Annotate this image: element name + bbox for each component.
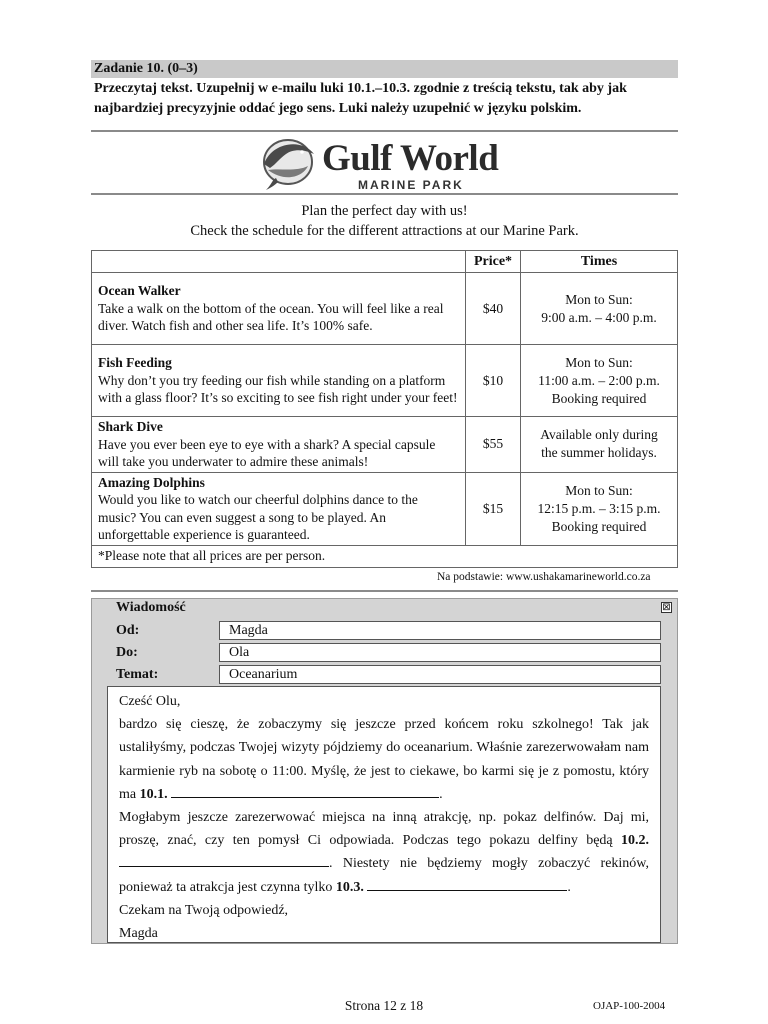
attraction-times (521, 417, 678, 473)
attraction-description: Have you ever been eye to eye with a shark? A special capsule will take you underwater to admire these animals! (98, 436, 436, 469)
times-line-2: the summer holidays. (541, 445, 657, 461)
attraction-price: $15 (466, 472, 521, 545)
gap-10-2-label: 10.2. (621, 833, 649, 849)
schedule-row (92, 417, 678, 473)
times-line-1: Mon to Sun: (565, 354, 633, 370)
message-paragraph-2 (119, 806, 649, 899)
gap-10-1-period: . (439, 786, 443, 802)
attraction-description: Why don’t you try feeding our fish while standing on a platform with a glass floor? It’s so exciting to see fish right under your feet! (98, 372, 458, 406)
message-window-title: Wiadomość (116, 600, 186, 615)
attraction-price: $40 (466, 273, 521, 345)
attraction-name: Amazing Dolphins (98, 474, 205, 490)
from-label: Od: (116, 623, 140, 638)
message-window (91, 598, 678, 944)
to-field[interactable]: Ola (219, 643, 661, 662)
attraction-cell (92, 345, 466, 417)
attraction-name: Fish Feeding (98, 355, 172, 371)
to-label: Do: (116, 645, 138, 660)
logo-subtitle: MARINE PARK (358, 178, 464, 192)
gap-10-3-label: 10.3. (335, 879, 364, 895)
message-text-2: Mogłabym jeszcze zarezerwować miejsca na inną atrakcję, np. pokaz delfinów. Daj mi, proszę, znać, czy ten pomysł Ci odpowiada. Podczas tego pokazu delfiny będą (119, 810, 649, 849)
page-number: Strona 12 z 18 (344, 998, 424, 1013)
message-paragraph-1 (119, 713, 649, 806)
times-line-1: Available only during (540, 427, 658, 443)
attraction-name: Shark Dive (98, 419, 163, 434)
schedule-table (91, 250, 678, 568)
dolphin-icon (258, 134, 318, 192)
intro-line-1: Plan the perfect day with us! (301, 203, 468, 219)
attraction-description: Take a walk on the bottom of the ocean. You will feel like a real diver. Watch fish and other sea life. It’s 100% safe. (98, 300, 444, 334)
source-citation: Na podstawie: www.ushakamarineworld.co.za (437, 571, 651, 583)
schedule-row (92, 472, 678, 545)
schedule-row (92, 345, 678, 417)
subject-label: Temat: (116, 667, 159, 682)
attraction-price: $55 (466, 417, 521, 473)
message-greeting: Cześć Olu, (119, 694, 181, 709)
attraction-description: Would you like to watch our cheerful dolphins dance to the music? You can even suggest a song to be played. An unforgettable experience is guaranteed. (98, 492, 418, 542)
logo-name: Gulf World (322, 138, 499, 179)
times-line-1: Mon to Sun: (565, 291, 633, 307)
message-text-1: bardzo się cieszę, że zobaczymy się jeszcze przed końcem roku szkolnego! Tak jak ustaliłyśmy, podczas Twojej wizyty pójdziemy do oceanarium. Właśnie zarezerwowałam nam karmienie ryb na sobotę o 11:00. Myślę, że jest to ciekawe, bo karmi się je z pomostu, który ma (119, 717, 649, 802)
gap-10-2-blank[interactable] (119, 853, 329, 867)
schedule-header-blank (92, 251, 466, 273)
task-instruction (94, 79, 680, 119)
from-field[interactable]: Magda (219, 621, 661, 640)
times-line-1: Mon to Sun: (565, 482, 633, 498)
schedule-header-row (92, 251, 678, 273)
times-line-2: 11:00 a.m. – 2:00 p.m. (538, 372, 660, 388)
gulf-world-logo (258, 134, 518, 194)
divider-logo (91, 193, 678, 195)
times-line-3: Booking required (551, 518, 647, 534)
exam-code: OJAP-100-2004 (593, 1000, 666, 1012)
attraction-price: $10 (466, 345, 521, 417)
schedule-header-times: Times (521, 251, 678, 273)
message-closing: Czekam na Twoją odpowiedź, (119, 902, 289, 918)
attraction-cell (92, 273, 466, 345)
gap-10-1-label: 10.1. (139, 786, 168, 802)
attraction-times (521, 345, 678, 417)
schedule-row (92, 273, 678, 345)
attraction-cell (92, 472, 466, 545)
attraction-times (521, 472, 678, 545)
task-title: Zadanie 10. (0–3) (94, 61, 198, 76)
gap-10-3-blank[interactable] (367, 877, 567, 891)
attraction-cell (92, 417, 466, 473)
price-note: *Please note that all prices are per person. (92, 545, 678, 567)
subject-field[interactable]: Oceanarium (219, 665, 661, 684)
gap-10-1-blank[interactable] (171, 784, 439, 798)
times-line-2: 9:00 a.m. – 4:00 p.m. (541, 309, 657, 325)
message-signature: Magda (119, 926, 158, 942)
divider-bottom (91, 590, 678, 592)
task-instruction-line-1: Przeczytaj tekst. Uzupełnij w e-mailu luki 10.1.–10.3. zgodnie z treścią tekstu, tak aby jak (94, 81, 627, 96)
gap-10-2-period: . (329, 856, 333, 872)
message-text-3: Niestety nie będziemy mogły zobaczyć rekinów, ponieważ ta atrakcja jest czynna tylko (119, 856, 650, 895)
message-body[interactable] (107, 686, 661, 943)
attraction-times (521, 273, 678, 345)
attraction-name: Ocean Walker (98, 283, 181, 299)
intro-line-2: Check the schedule for the different attractions at our Marine Park. (190, 223, 579, 239)
task-instruction-line-2: najbardziej precyzyjnie oddać jego sens. Luki należy uzupełnić w języku polskim. (94, 101, 582, 116)
divider-top (91, 130, 678, 132)
close-icon[interactable]: ⊠ (662, 602, 671, 613)
schedule-note-row (92, 545, 678, 567)
schedule-header-price: Price* (466, 251, 521, 273)
times-line-3: Booking required (551, 390, 647, 406)
gap-10-3-period: . (567, 879, 571, 895)
times-line-2: 12:15 p.m. – 3:15 p.m. (537, 500, 661, 516)
